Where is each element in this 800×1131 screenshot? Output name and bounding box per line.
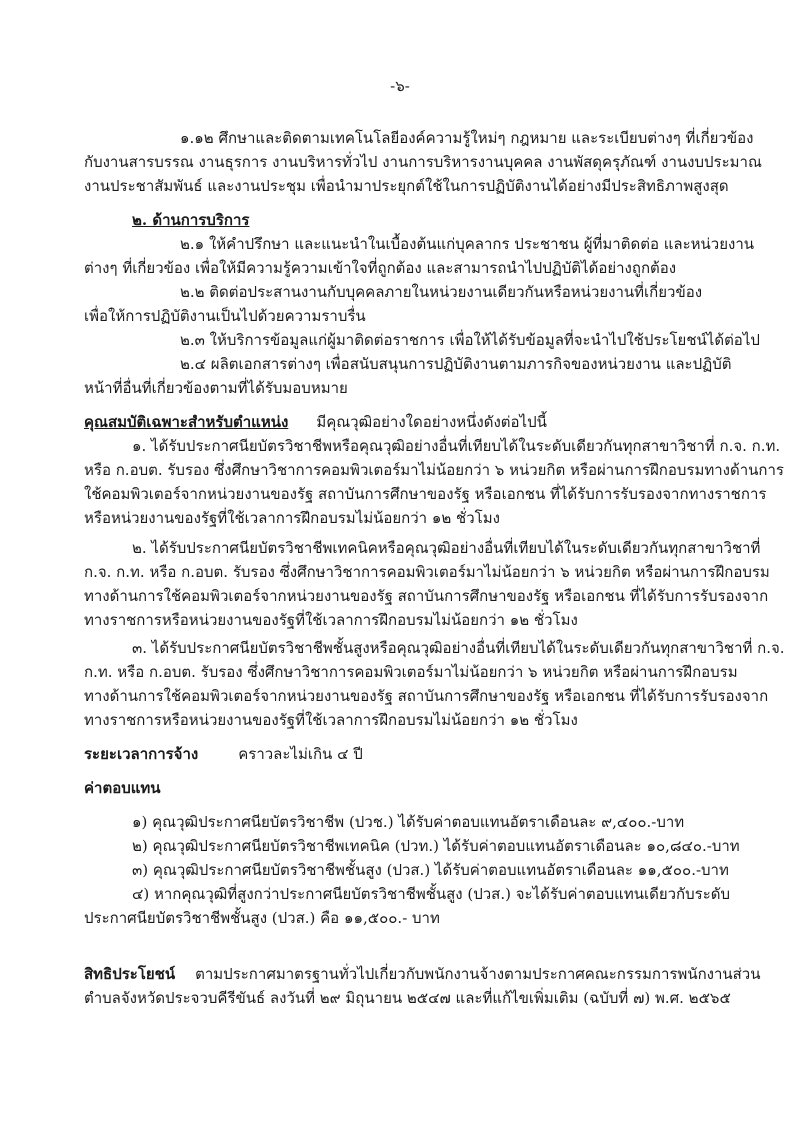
compensation-heading: ค่าตอบแทน <box>84 779 161 797</box>
qualification-2-line-2: ก.จ. ก.ท. หรือ ก.อบต. รับรอง ซึ่งศึกษาวิชาการคอมพิวเตอร์มาไม่น้อยกว่า ๖ หน่วยกิต หรือผ่านการฝึกอบรม <box>84 563 770 581</box>
qualification-3-line-2: ก.ท. หรือ ก.อบต. รับรอง ซึ่งศึกษาวิชาการคอมพิวเตอร์มาไม่น้อยกว่า ๖ หน่วยกิต หรือผ่านการฝึกอบรม <box>84 663 738 681</box>
qualification-heading: คุณสมบัติเฉพาะสำหรับตำแหน่ง <box>84 413 289 431</box>
compensation-item-1: ๑) คุณวุฒิประกาศนียบัตรวิชาชีพ (ปวช.) ได้รับค่าตอบแทนอัตราเดือนละ ๙,๔๐๐.-บาท <box>132 813 685 831</box>
service-2-2-line-2: เพื่อให้การปฏิบัติงานเป็นไปด้วยความราบรื่น <box>84 307 366 325</box>
para-1-12-line-3: งานประชาสัมพันธ์ และงานประชุม เพื่อนำมาประยุกต์ใช้ในการปฏิบัติงานได้อย่างมีประสิทธิภาพสูงสุด <box>84 177 729 195</box>
qualification-intro: มีคุณวุฒิอย่างใดอย่างหนึ่งดังต่อไปนี้ <box>316 413 547 431</box>
qualification-heading-line <box>84 411 547 433</box>
qualification-1-line-3: ใช้คอมพิวเตอร์จากหน่วยงานของรัฐ สถาบันการศึกษาของรัฐ หรือเอกชน ที่ได้รับการรับรองจากทางราชการ <box>84 485 767 503</box>
benefits-label: สิทธิประโยชน์ <box>84 965 176 983</box>
term-value: คราวละไม่เกิน ๔ ปี <box>238 745 363 763</box>
benefits-row <box>84 963 760 985</box>
term-row <box>84 743 363 765</box>
para-1-12-line-2: กับงานสารบรรณ งานธุรการ งานบริหารทั่วไป งานการบริหารงานบุคคล งานพัสดุครุภัณฑ์ งานงบประมาณ <box>84 153 762 171</box>
qualification-3-line-4: ทางราชการหรือหน่วยงานของรัฐที่ใช้เวลาการฝึกอบรมไม่น้อยกว่า ๑๒ ชั่วโมง <box>84 711 578 729</box>
compensation-item-2: ๒) คุณวุฒิประกาศนียบัตรวิชาชีพเทคนิค (ปวท.) ได้รับค่าตอบแทนอัตราเดือนละ ๑๐,๘๔๐.-บาท <box>132 837 740 855</box>
qualification-2-line-4: ทางราชการหรือหน่วยงานของรัฐที่ใช้เวลาการฝึกอบรมไม่น้อยกว่า ๑๒ ชั่วโมง <box>84 611 578 629</box>
service-2-4-line-2: หน้าที่อื่นที่เกี่ยวข้องตามที่ได้รับมอบหมาย <box>84 379 348 397</box>
compensation-item-3: ๓) คุณวุฒิประกาศนียบัตรวิชาชีพชั้นสูง (ปวส.) ได้รับค่าตอบแทนอัตราเดือนละ ๑๑,๕๐๐.-บาท <box>132 861 729 879</box>
qualification-1-line-4: หรือหน่วยงานของรัฐที่ใช้เวลาการฝึกอบรมไม่น้อยกว่า ๑๒ ชั่วโมง <box>84 509 500 527</box>
term-label: ระยะเวลาการจ้าง <box>84 745 199 763</box>
qualification-3-line-1: ๓. ได้รับประกาศนียบัตรวิชาชีพชั้นสูงหรือคุณวุฒิอย่างอื่นที่เทียบได้ในระดับเดียวกันทุกสาขาวิชาที่ ก.จ. <box>132 639 785 657</box>
benefits-line-2: ตำบลจังหวัดประจวบคีรีขันธ์ ลงวันที่ ๒๙ มิถุนายน ๒๕๔๗ และที่แก้ไขเพิ่มเติม (ฉบับที่ ๗) พ.ศ. ๒๕๖๕ <box>84 989 731 1007</box>
service-2-3-line-1: ๒.๓ ให้บริการข้อมูลแก่ผู้มาติดต่อราชการ เพื่อให้ได้รับข้อมูลที่จะนำไปใช้ประโยชน์ได้ต่อไป <box>180 331 760 349</box>
qualification-1-line-2: หรือ ก.อบต. รับรอง ซึ่งศึกษาวิชาการคอมพิวเตอร์มาไม่น้อยกว่า ๖ หน่วยกิต หรือผ่านการฝึกอบรมทางด้านการ <box>84 461 784 479</box>
benefits-line-1: ตามประกาศมาตรฐานทั่วไปเกี่ยวกับพนักงานจ้างตามประกาศคณะกรรมการพนักงานส่วน <box>195 965 761 983</box>
para-1-12-line-1: ๑.๑๒ ศึกษาและติดตามเทคโนโลยีองค์ความรู้ใหม่ๆ กฎหมาย และระเบียบต่างๆ ที่เกี่ยวข้อง <box>180 129 754 147</box>
compensation-item-4-line-1: ๔) หากคุณวุฒิที่สูงกว่าประกาศนียบัตรวิชาชีพชั้นสูง (ปวส.) จะได้รับค่าตอบแทนเดียวกับระดับ <box>132 885 731 903</box>
qualification-2-line-3: ทางด้านการใช้คอมพิวเตอร์จากหน่วยงานของรัฐ สถาบันการศึกษาของรัฐ หรือเอกชน ที่ได้รับการรับรองจาก <box>84 587 769 605</box>
qualification-3-line-3: ทางด้านการใช้คอมพิวเตอร์จากหน่วยงานของรัฐ สถาบันการศึกษาของรัฐ หรือเอกชน ที่ได้รับการรับรองจาก <box>84 687 769 705</box>
service-2-4-line-1: ๒.๔ ผลิตเอกสารต่างๆ เพื่อสนับสนุนการปฏิบัติงานตามภารกิจของหน่วยงาน และปฏิบัติ <box>180 355 732 373</box>
service-2-1-line-1: ๒.๑ ให้คำปรึกษา และแนะนำในเบื้องต้นแก่บุคลากร ประชาชน ผู้ที่มาติดต่อ และหน่วยงาน <box>180 235 755 253</box>
page-number: -๖- <box>390 77 410 95</box>
compensation-item-4-line-2: ประกาศนียบัตรวิชาชีพชั้นสูง (ปวส.) คือ ๑๑,๕๐๐.- บาท <box>84 909 440 927</box>
service-2-2-line-1: ๒.๒ ติดต่อประสานงานกับบุคคลภายในหน่วยงานเดียวกันหรือหน่วยงานที่เกี่ยวข้อง <box>180 283 703 301</box>
qualification-1-line-1: ๑. ได้รับประกาศนียบัตรวิชาชีพหรือคุณวุฒิอย่างอื่นที่เทียบได้ในระดับเดียวกันทุกสาขาวิชาที่ ก.จ. ก.ท. <box>132 437 781 455</box>
service-heading: ๒. ด้านการบริการ <box>132 211 250 229</box>
service-2-1-line-2: ต่างๆ ที่เกี่ยวข้อง เพื่อให้มีความรู้ความเข้าใจที่ถูกต้อง และสามารถนำไปปฏิบัติได้อย่างถูกต้อง <box>84 259 677 277</box>
qualification-2-line-1: ๒. ได้รับประกาศนียบัตรวิชาชีพเทคนิคหรือคุณวุฒิอย่างอื่นที่เทียบได้ในระดับเดียวกันทุกสาขาวิชาที่ <box>132 539 761 557</box>
